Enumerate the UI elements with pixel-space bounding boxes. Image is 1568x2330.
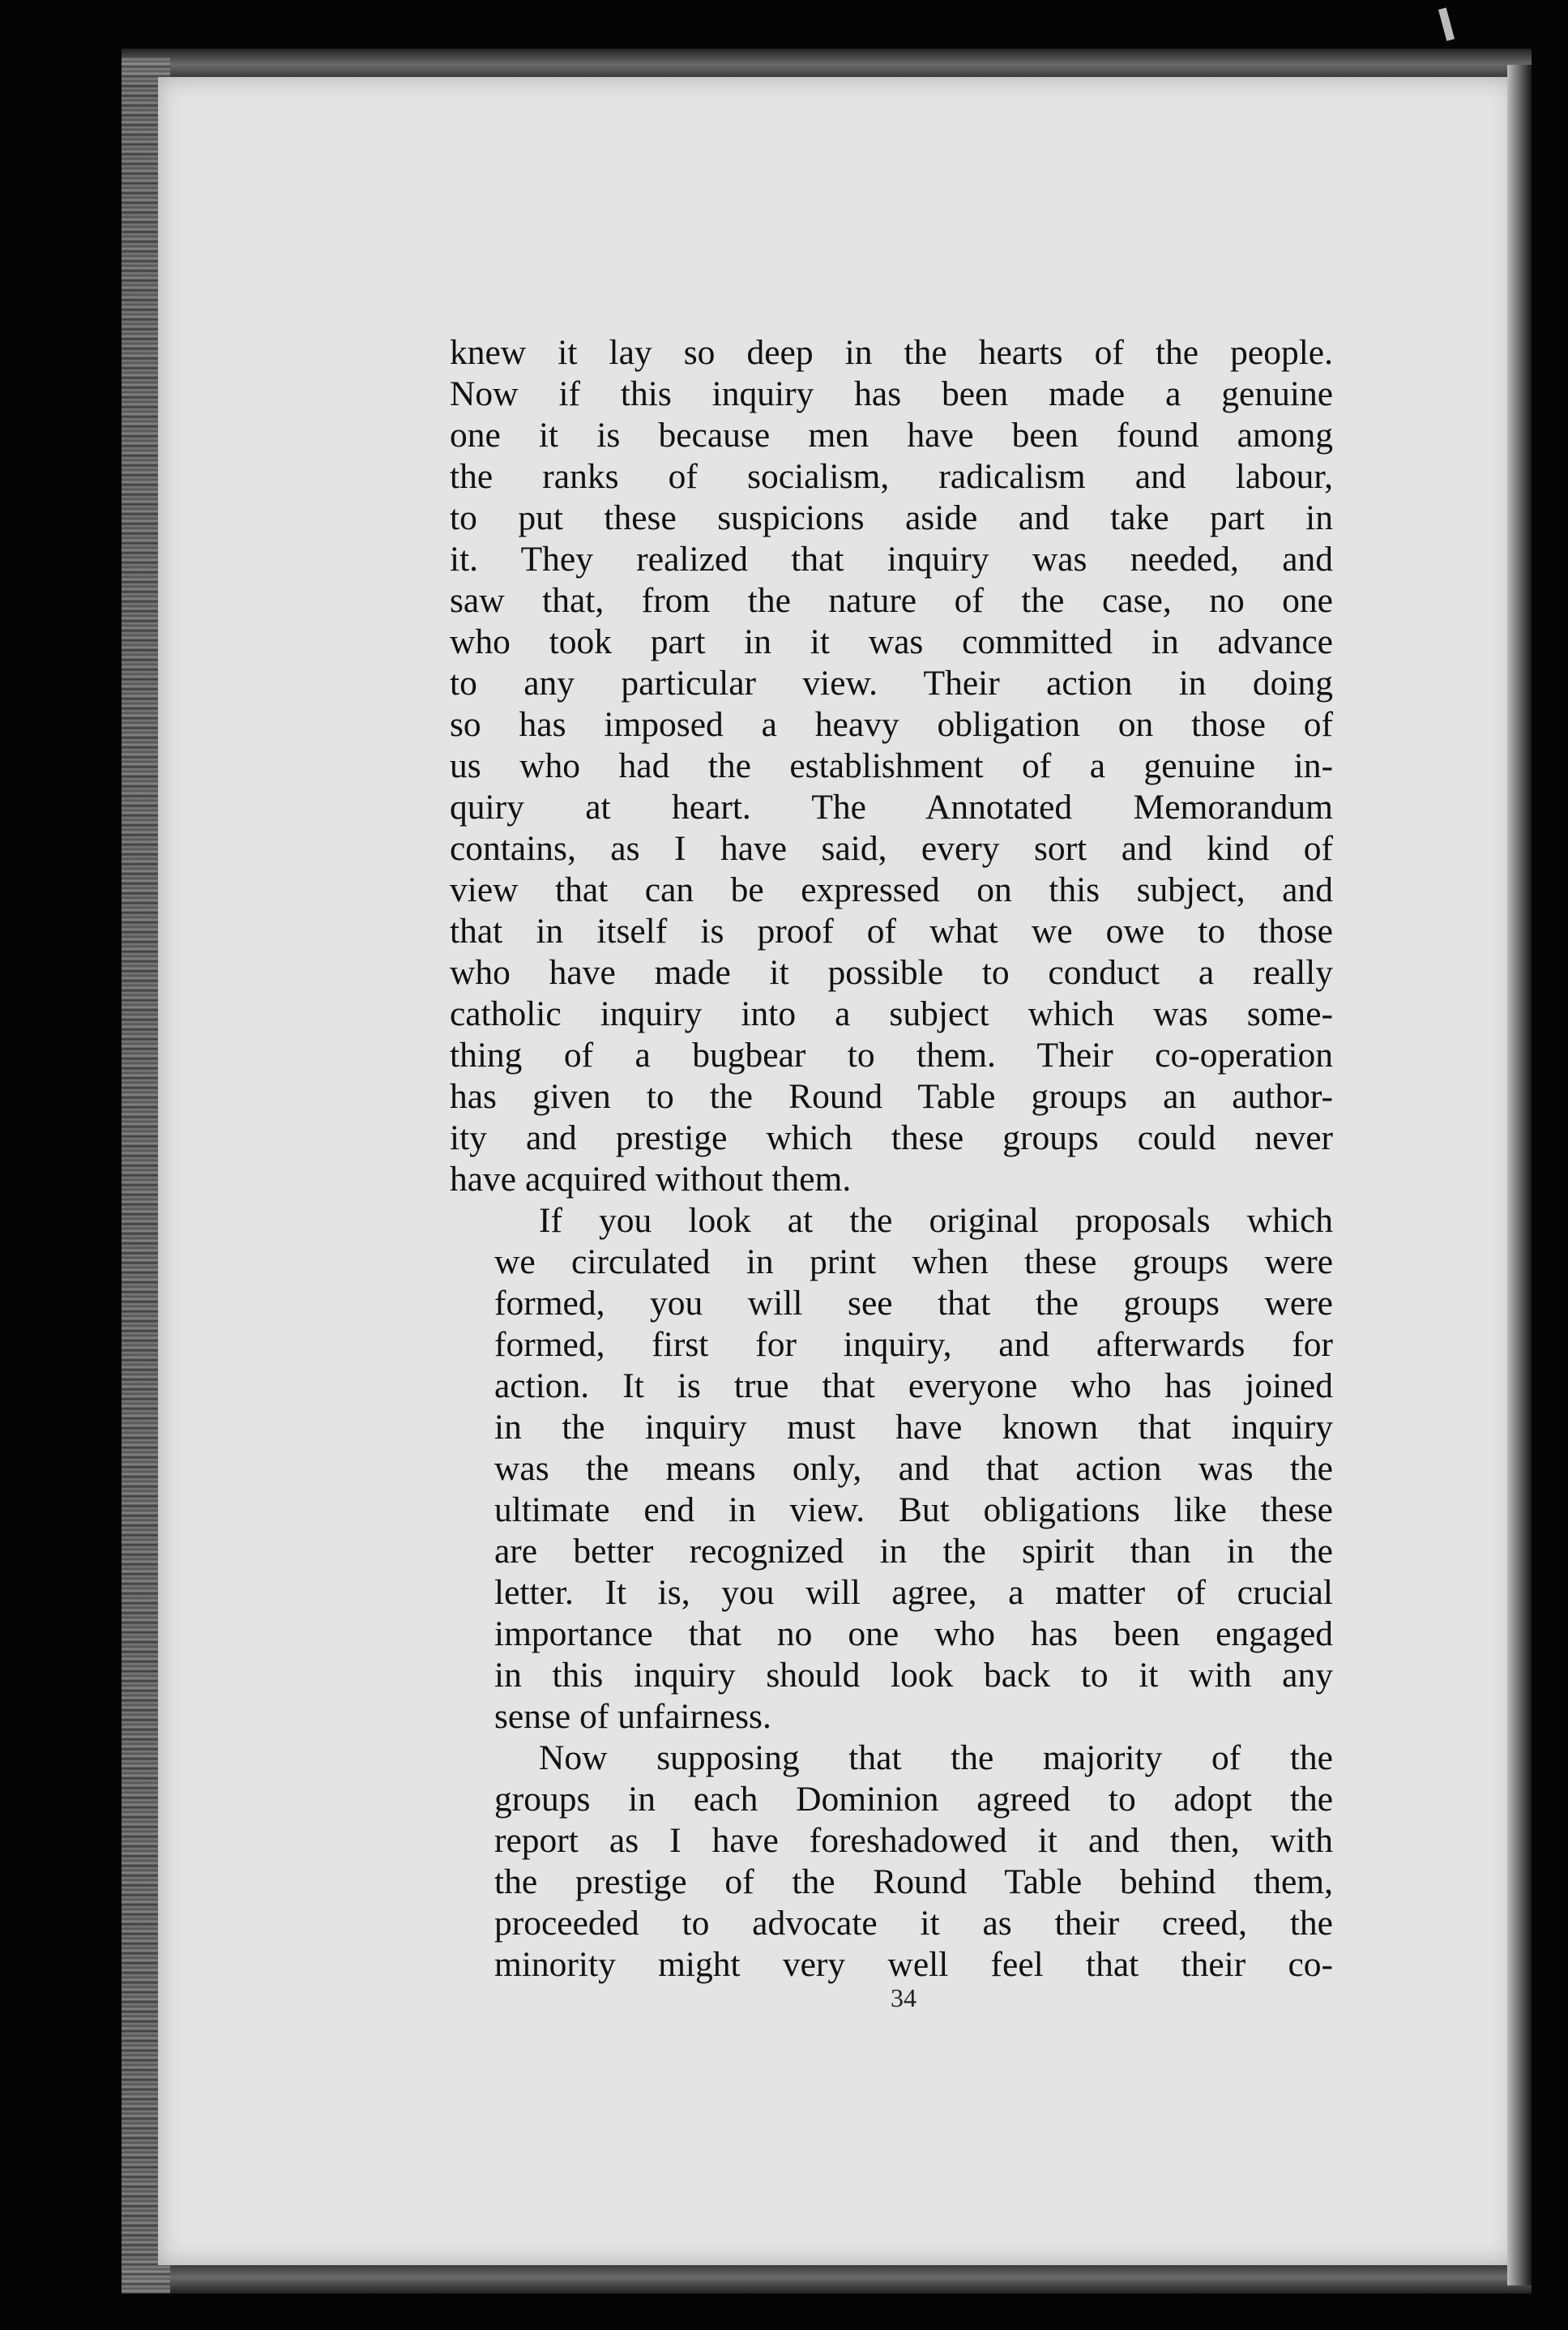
text-line: have acquired without them. [450, 1160, 852, 1199]
text-line: quiry at heart. The Annotated Memorandum [450, 788, 1333, 827]
text-line: in the inquiry must have known that inquiry [494, 1408, 1333, 1447]
book-binding-top [122, 49, 1532, 81]
text-line: ultimate end in view. But obligations like these [494, 1490, 1333, 1529]
text-line: us who had the establishment of a genuine in- [450, 746, 1333, 785]
text-line: thing of a bugbear to them. Their co-operation [450, 1036, 1333, 1075]
text-line: one it is because men have been found among [450, 416, 1333, 455]
text-line: formed, you will see that the groups were [494, 1284, 1333, 1323]
page-number: 34 [891, 1983, 916, 2012]
text-line: formed, first for inquiry, and afterwards for [494, 1325, 1333, 1364]
text-line: report as I have foreshadowed it and then, with [494, 1821, 1333, 1860]
paragraph-3 [450, 1738, 1333, 1986]
paragraph-2 [450, 1200, 1333, 1738]
text-line: who have made it possible to conduct a really [450, 953, 1333, 992]
text-line: was the means only, and that action was the [494, 1449, 1333, 1488]
text-line: who took part in it was committed in advance [450, 622, 1333, 661]
page-edge [1507, 65, 1532, 2285]
text-line: are better recognized in the spirit than in the [494, 1532, 1333, 1571]
text-line: view that can be expressed on this subject, and [450, 870, 1333, 909]
text-line: groups in each Dominion agreed to adopt the [494, 1780, 1333, 1819]
text-line: in this inquiry should look back to it with any [494, 1656, 1333, 1695]
text-line: the ranks of socialism, radicalism and labour, [450, 457, 1333, 496]
text-line: knew it lay so deep in the hearts of the people. [450, 333, 1333, 372]
text-line: letter. It is, you will agree, a matter of crucial [494, 1573, 1333, 1612]
text-line: action. It is true that everyone who has joined [494, 1366, 1333, 1405]
text-line: contains, as I have said, every sort and kind of [450, 829, 1333, 868]
text-line: minority might very well feel that their co- [494, 1945, 1333, 1984]
text-line: ity and prestige which these groups could never [450, 1118, 1333, 1157]
text-line: If you look at the original proposals which [539, 1201, 1333, 1240]
text-line: to any particular view. Their action in doing [450, 664, 1333, 703]
text-line: we circulated in print when these groups were [494, 1242, 1333, 1281]
text-line: importance that no one who has been engaged [494, 1614, 1333, 1653]
text-line: saw that, from the nature of the case, no one [450, 581, 1333, 620]
text-line: Now supposing that the majority of the [539, 1738, 1333, 1777]
paragraph-1 [450, 332, 1333, 1200]
text-line: the prestige of the Round Table behind them, [494, 1862, 1333, 1901]
text-line: Now if this inquiry has been made a genuine [450, 374, 1333, 413]
text-line: has given to the Round Table groups an author- [450, 1077, 1333, 1116]
text-line: that in itself is proof of what we owe to those [450, 912, 1333, 951]
text-line: catholic inquiry into a subject which was some- [450, 994, 1333, 1033]
text-line: to put these suspicions aside and take part in [450, 498, 1333, 537]
text-line: proceeded to advocate it as their creed, the [494, 1904, 1333, 1943]
book-binding-bottom [122, 2261, 1532, 2294]
text-line: it. They realized that inquiry was needed, and [450, 540, 1333, 579]
text-line: so has imposed a heavy obligation on those of [450, 705, 1333, 744]
body-text [450, 332, 1333, 1986]
text-line: sense of unfairness. [494, 1697, 771, 1736]
